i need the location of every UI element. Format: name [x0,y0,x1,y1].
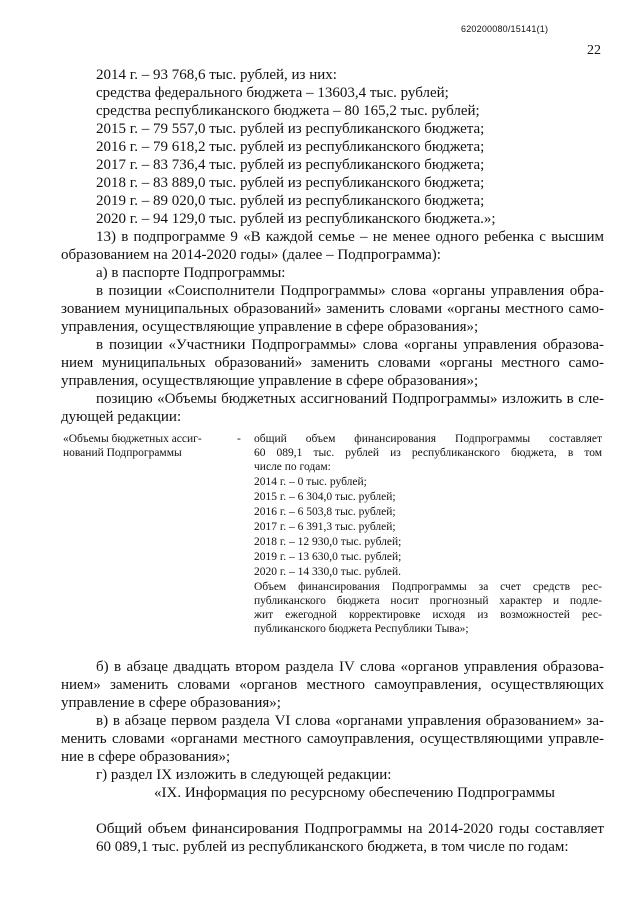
table-right-line: публиканского бюджета носит прогнозный характер и подле- [254,595,602,607]
paragraph-line: зованием муниципальных образований» заменить словами «органы местного само- [61,301,604,317]
table-right-line: 2017 г. – 6 391,3 тыс. рублей; [254,521,396,533]
table-right-line: Объем финансирования Подпрограммы за счет средств рес- [254,581,602,593]
paragraph-line: менить словами «органами местного самоуправления, осуществляющими управле- [61,731,604,747]
paragraph-line: нием» заменить словами «органов местного самоуправления, осуществляющих [61,677,604,693]
paragraph-line: 2016 г. – 79 618,2 тыс. рублей из республиканского бюджета; [96,139,485,155]
paragraph-line: ние в сфере образования»; [61,749,231,765]
paragraph-line: дующей редакции: [61,409,182,425]
paragraph-line: 60 089,1 тыс. рублей из республиканского бюджета, в том числе по годам: [96,839,569,855]
table-right-line: жит ежегодной корректировке исходя из возможностей рес- [254,609,602,621]
paragraph-line: г) раздел IX изложить в следующей редакции: [96,767,392,783]
paragraph-line: б) в абзаце двадцать втором раздела IV слова «органов управления образова- [96,659,604,675]
table-right-line: 2015 г. – 6 304,0 тыс. рублей; [254,491,396,503]
paragraph-line: средства федерального бюджета – 13603,4 тыс. рублей; [96,85,449,101]
paragraph-line: 2014 г. – 93 768,6 тыс. рублей, из них: [96,67,337,83]
table-right-line: 2016 г. – 6 503,8 тыс. рублей; [254,506,396,518]
paragraph-line: управления, осуществляющие управление в сфере образования»; [61,373,479,389]
paragraph-line: 2015 г. – 79 557,0 тыс. рублей из республиканского бюджета; [96,121,485,137]
paragraph-line: средства республиканского бюджета – 80 165,2 тыс. рублей; [96,103,480,119]
paragraph-line: 2019 г. – 89 020,0 тыс. рублей из республиканского бюджета; [96,193,485,209]
table-left-line: нований Подпрограммы [63,447,182,459]
paragraph-line: в позиции «Соисполнители Подпрограммы» слова «органы управления обра- [96,283,604,299]
paragraph-line: управление в сфере образования»; [61,695,281,711]
table-right-line: общий объем финансирования Подпрограммы составляет [254,433,602,445]
paragraph-line: в позиции «Участники Подпрограммы» слова «органы управления образова- [96,337,604,353]
paragraph-line: управления, осуществляющие управление в сфере образования»; [61,319,479,335]
paragraph-line: 2020 г. – 94 129,0 тыс. рублей из республиканского бюджета.»; [96,211,496,227]
paragraph-line: нием муниципальных образований» заменить словами «органы местного само- [61,355,604,371]
table-right-line: числе по годам: [254,461,331,473]
paragraph-line: «IX. Информация по ресурсному обеспечению Подпрограммы [154,785,555,801]
paragraph-line: образованием на 2014-2020 годы» (далее – Подпрограмма): [61,247,441,263]
table-right-line: 2019 г. – 13 630,0 тыс. рублей; [254,551,402,563]
paragraph-line: Общий объем финансирования Подпрограммы на 2014-2020 годы составляет [96,821,604,837]
paragraph-line: в) в абзаце первом раздела VI слова «органами управления образованием» за- [96,713,604,729]
table-right-line: публиканского бюджета Республики Тыва»; [254,623,469,635]
paragraph-line: позицию «Объемы бюджетных ассигнований Подпрограммы» изложить в сле- [96,391,604,407]
table-right-line: 2014 г. – 0 тыс. рублей; [254,476,367,488]
table-dash: - [237,433,241,445]
paragraph-line: а) в паспорте Подпрограммы: [96,265,286,281]
paragraph-line: 13) в подпрограмме 9 «В каждой семье – не менее одного ребенка с высшим [96,229,604,245]
table-left-line: «Объемы бюджетных ассиг- [63,433,202,445]
paragraph-line: 2018 г. – 83 889,0 тыс. рублей из республиканского бюджета; [96,175,485,191]
document-id: 620200080/15141(1) [461,24,549,34]
table-right-line: 2020 г. – 14 330,0 тыс. рублей. [254,566,402,578]
table-right-line: 60 089,1 тыс. рублей из республиканского бюджета, в том [254,447,602,459]
page-number: 22 [587,43,601,58]
paragraph-line: 2017 г. – 83 736,4 тыс. рублей из республиканского бюджета; [96,157,485,173]
table-right-line: 2018 г. – 12 930,0 тыс. рублей; [254,536,402,548]
